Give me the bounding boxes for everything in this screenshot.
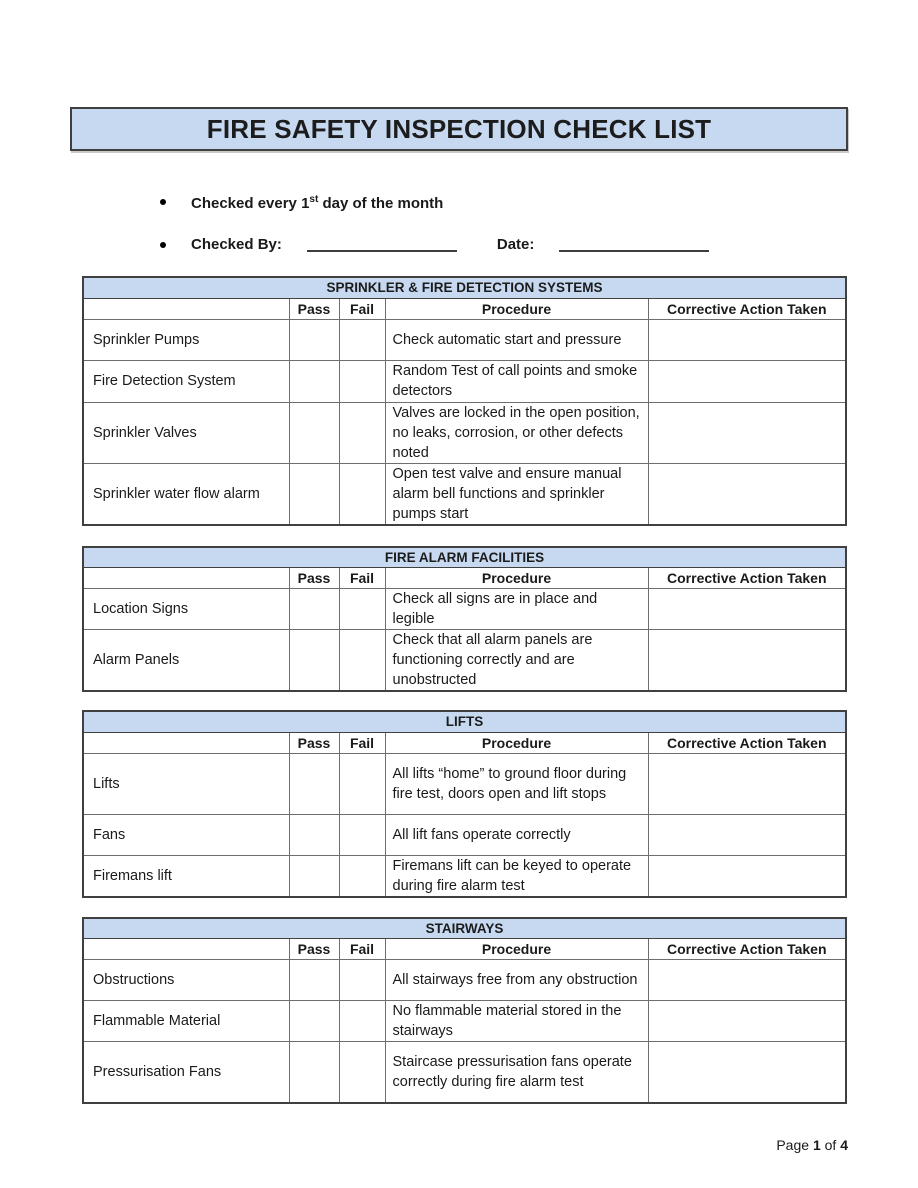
procedure-cell: All lifts “home” to ground floor during fire test, doors open and lift stops — [385, 753, 648, 814]
table-row — [83, 630, 846, 692]
procedure-cell: Random Test of call points and smoke detectors — [385, 360, 648, 402]
checked-by-line[interactable] — [307, 237, 457, 252]
corrective-action-cell[interactable] — [648, 463, 846, 525]
table-row — [83, 360, 846, 402]
column-header-corrective: Corrective Action Taken — [648, 298, 846, 319]
pass-cell[interactable] — [289, 1042, 339, 1103]
fail-cell[interactable] — [339, 463, 385, 525]
bullet-list — [160, 189, 918, 255]
corrective-action-cell[interactable] — [648, 589, 846, 630]
pass-cell[interactable] — [289, 1001, 339, 1042]
column-header-procedure: Procedure — [385, 732, 648, 753]
column-header-corrective: Corrective Action Taken — [648, 568, 846, 589]
procedure-cell: Valves are locked in the open position, no leaks, corrosion, or other defects noted — [385, 402, 648, 463]
corrective-action-cell[interactable] — [648, 814, 846, 855]
corrective-action-cell[interactable] — [648, 360, 846, 402]
section-header-row — [83, 711, 846, 732]
table-row — [83, 960, 846, 1001]
fail-cell[interactable] — [339, 1042, 385, 1103]
fail-cell[interactable] — [339, 1001, 385, 1042]
procedure-cell: Firemans lift can be keyed to operate during fire alarm test — [385, 855, 648, 897]
section-header-row — [83, 918, 846, 939]
table-row — [83, 753, 846, 814]
item-cell: Obstructions — [83, 960, 289, 1001]
column-header-fail: Fail — [339, 568, 385, 589]
procedure-cell: Open test valve and ensure manual alarm bell functions and sprinkler pumps start — [385, 463, 648, 525]
fail-cell[interactable] — [339, 960, 385, 1001]
table-row — [83, 589, 846, 630]
item-cell: Fire Detection System — [83, 360, 289, 402]
column-header-pass: Pass — [289, 939, 339, 960]
checked-every-text: Checked every 1st day of the month — [191, 194, 444, 212]
page-number-current: 1 — [812, 1137, 821, 1153]
title-banner — [70, 107, 848, 151]
fail-cell[interactable] — [339, 814, 385, 855]
page-number-word: Page — [776, 1137, 813, 1153]
column-header-row — [83, 298, 846, 319]
fail-cell[interactable] — [339, 753, 385, 814]
column-header-pass: Pass — [289, 298, 339, 319]
section-title: STAIRWAYS — [83, 918, 846, 939]
bullet-checked-by — [160, 234, 918, 255]
column-header-pass: Pass — [289, 568, 339, 589]
section-header-row — [83, 277, 846, 298]
table-row — [83, 855, 846, 897]
item-cell: Sprinkler water flow alarm — [83, 463, 289, 525]
fail-cell[interactable] — [339, 360, 385, 402]
corrective-action-cell[interactable] — [648, 402, 846, 463]
item-cell: Location Signs — [83, 589, 289, 630]
checked-by-label: Checked By: — [191, 236, 282, 253]
date-line[interactable] — [559, 237, 709, 252]
procedure-cell: No flammable material stored in the stairways — [385, 1001, 648, 1042]
item-cell: Pressurisation Fans — [83, 1042, 289, 1103]
item-cell: Fans — [83, 814, 289, 855]
column-header-item — [83, 732, 289, 753]
corrective-action-cell[interactable] — [648, 855, 846, 897]
pass-cell[interactable] — [289, 753, 339, 814]
bullet-icon — [160, 199, 166, 205]
date-label: Date: — [496, 236, 535, 253]
pass-cell[interactable] — [289, 814, 339, 855]
column-header-corrective: Corrective Action Taken — [648, 732, 846, 753]
column-header-procedure: Procedure — [385, 939, 648, 960]
pass-cell[interactable] — [289, 630, 339, 692]
procedure-cell: Check all signs are in place and legible — [385, 589, 648, 630]
item-cell: Flammable Material — [83, 1001, 289, 1042]
section-title: LIFTS — [83, 711, 846, 732]
pass-cell[interactable] — [289, 463, 339, 525]
table-fire-alarm-facilities — [82, 546, 847, 693]
procedure-cell: Check automatic start and pressure — [385, 319, 648, 360]
column-header-fail: Fail — [339, 939, 385, 960]
pass-cell[interactable] — [289, 855, 339, 897]
column-header-item — [83, 939, 289, 960]
column-header-row — [83, 939, 846, 960]
table-stairways — [82, 917, 847, 1104]
column-header-fail: Fail — [339, 732, 385, 753]
column-header-row — [83, 568, 846, 589]
bullet-icon — [160, 242, 166, 248]
item-cell: Alarm Panels — [83, 630, 289, 692]
corrective-action-cell[interactable] — [648, 1042, 846, 1103]
procedure-cell: All lift fans operate correctly — [385, 814, 648, 855]
page-number-total: 4 — [840, 1137, 848, 1153]
column-header-item — [83, 568, 289, 589]
page-number — [776, 1137, 848, 1153]
fail-cell[interactable] — [339, 855, 385, 897]
column-header-row — [83, 732, 846, 753]
section-header-row — [83, 547, 846, 568]
item-cell: Firemans lift — [83, 855, 289, 897]
table-row — [83, 463, 846, 525]
column-header-fail: Fail — [339, 298, 385, 319]
corrective-action-cell[interactable] — [648, 753, 846, 814]
section-title: SPRINKLER & FIRE DETECTION SYSTEMS — [83, 277, 846, 298]
table-lifts — [82, 710, 847, 898]
item-cell: Lifts — [83, 753, 289, 814]
fail-cell[interactable] — [339, 319, 385, 360]
column-header-corrective: Corrective Action Taken — [648, 939, 846, 960]
procedure-cell: Staircase pressurisation fans operate correctly during fire alarm test — [385, 1042, 648, 1103]
item-cell: Sprinkler Valves — [83, 402, 289, 463]
table-row — [83, 814, 846, 855]
pass-cell[interactable] — [289, 960, 339, 1001]
column-header-procedure: Procedure — [385, 568, 648, 589]
column-header-item — [83, 298, 289, 319]
pass-cell[interactable] — [289, 589, 339, 630]
fail-cell[interactable] — [339, 402, 385, 463]
corrective-action-cell[interactable] — [648, 319, 846, 360]
table-row — [83, 402, 846, 463]
table-row — [83, 1042, 846, 1103]
pass-cell[interactable] — [289, 402, 339, 463]
fail-cell[interactable] — [339, 589, 385, 630]
table-sprinkler-fire-detection-systems — [82, 276, 847, 526]
corrective-action-cell[interactable] — [648, 960, 846, 1001]
column-header-procedure: Procedure — [385, 298, 648, 319]
fail-cell[interactable] — [339, 630, 385, 692]
pass-cell[interactable] — [289, 360, 339, 402]
corrective-action-cell[interactable] — [648, 630, 846, 692]
section-title: FIRE ALARM FACILITIES — [83, 547, 846, 568]
procedure-cell: All stairways free from any obstruction — [385, 960, 648, 1001]
pass-cell[interactable] — [289, 319, 339, 360]
item-cell: Sprinkler Pumps — [83, 319, 289, 360]
corrective-action-cell[interactable] — [648, 1001, 846, 1042]
bullet-checked-every — [160, 189, 918, 214]
page-number-of: of — [820, 1137, 841, 1153]
table-row — [83, 1001, 846, 1042]
column-header-pass: Pass — [289, 732, 339, 753]
page-title: FIRE SAFETY INSPECTION CHECK LIST — [206, 113, 712, 144]
table-row — [83, 319, 846, 360]
ordinal-superscript: st — [309, 194, 319, 205]
procedure-cell: Check that all alarm panels are functioning correctly and are unobstructed — [385, 630, 648, 692]
